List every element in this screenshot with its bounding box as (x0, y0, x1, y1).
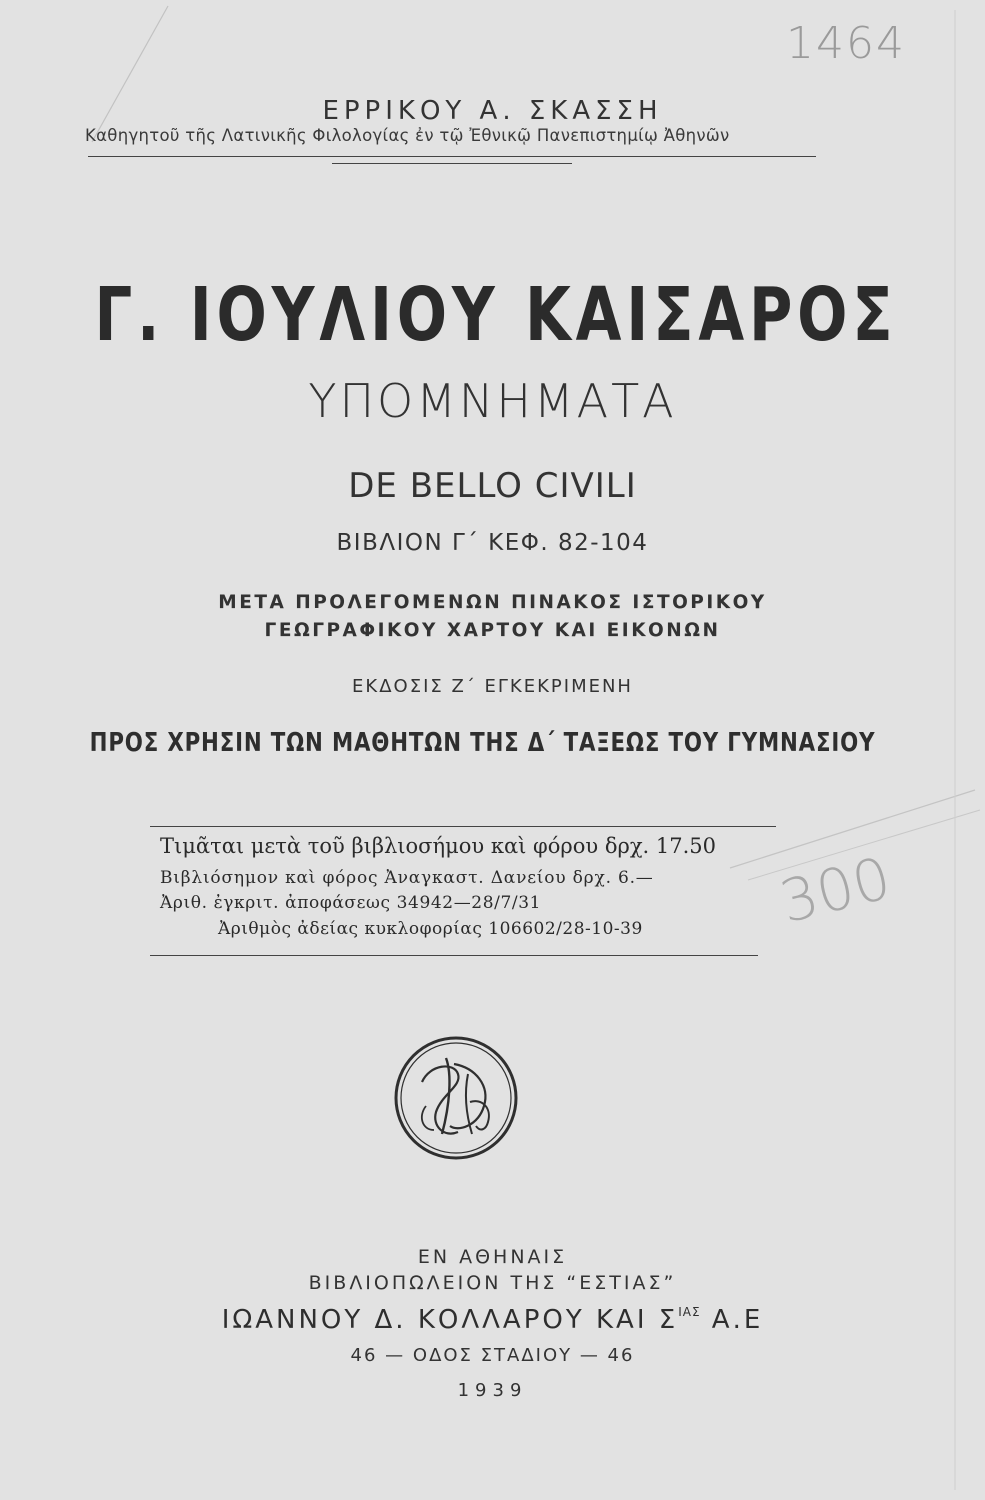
price-line: Τιμᾶται μετὰ τοῦ βιβλιοσήμου καὶ φόρου δρχ. 17.50 (160, 834, 717, 858)
book-chapters: ΒΙΒΛΙΟΝ Γ΄ ΚΕΦ. 82-104 (336, 530, 649, 556)
price-rule-bottom (150, 955, 758, 956)
pencil-price-mark: 300 (773, 843, 898, 937)
imprint-owner: ΙΩΑΝΝΟΥ Δ. ΚΟΛΛΑΡΟΥ ΚΑΙ $\Sigma^{IA\Sigma}$ Α.Ε (221, 1305, 764, 1335)
imprint-city: ΕΝ ΑΘΗΝΑΙΣ (417, 1246, 568, 1268)
main-title: Γ. ΙΟΥΛΙΟΥ ΚΑΙΣΑΡΟΣ (94, 272, 898, 358)
edition-note: ΕΚΔΟΣΙΣ Ζ΄ ΕΓΚΕΚΡΙΜΕΝΗ (352, 676, 633, 697)
latin-title: DE BELLO CIVILI (348, 466, 637, 506)
extras-line-1: ΜΕΤΑ ΠΡΟΛΕΓΟΜΕΝΩΝ ΠΙΝΑΚΟΣ ΙΣΤΟΡΙΚΟΥ (218, 592, 767, 613)
header-rule-short (332, 163, 572, 164)
imprint-publisher: ΒΙΒΛΙΟΠΩΛΕΙΟΝ ΤΗΣ “ΕΣΤΙΑΣ” (308, 1272, 677, 1294)
imprint-address: 46 — ΟΔΟΣ ΣΤΑΔΙΟΥ — 46 (350, 1345, 635, 1366)
stamp-tax-line: Βιβλιόσημον καὶ φόρος Ἀναγκαστ. Δανείου δρχ. 6.— (160, 868, 654, 888)
header-rule (88, 156, 816, 157)
approval-line: Ἀριθ. ἐγκριτ. ἀποφάσεως 34942—28/7/31 (160, 893, 542, 913)
extras-line-2: ΓΕΩΓΡΑΦΙΚΟΥ ΧΑΡΤΟΥ ΚΑΙ ΕΙΚΟΝΩΝ (264, 620, 721, 641)
imprint-year: 1939 (457, 1380, 528, 1401)
publisher-seal-icon (392, 1034, 520, 1162)
author-name: ΕΡΡΙΚΟΥ Α. ΣΚΑΣΣΗ (322, 96, 663, 126)
subtitle: ΥΠΟΜΝΗΜΑΤΑ (308, 374, 677, 428)
price-rule-top (150, 826, 776, 827)
pencil-shelf-number: 1464 (786, 18, 906, 69)
circulation-permit-line: Ἀριθμὸς ἀδείας κυκλοφορίας 106602/28-10-39 (218, 919, 643, 939)
author-affiliation: Καθηγητοῦ τῆς Λατινικῆς Φιλολογίας ἐν τῷ Ἐθνικῷ Πανεπιστημίῳ Ἀθηνῶν (85, 126, 730, 145)
intended-use: ΠΡΟΣ ΧΡΗΣΙΝ ΤΩΝ ΜΑΘΗΤΩΝ ΤΗΣ Δ΄ ΤΑΞΕΩΣ ΤΟΥ ΓΥΜΝΑΣΙΟΥ (89, 728, 876, 758)
